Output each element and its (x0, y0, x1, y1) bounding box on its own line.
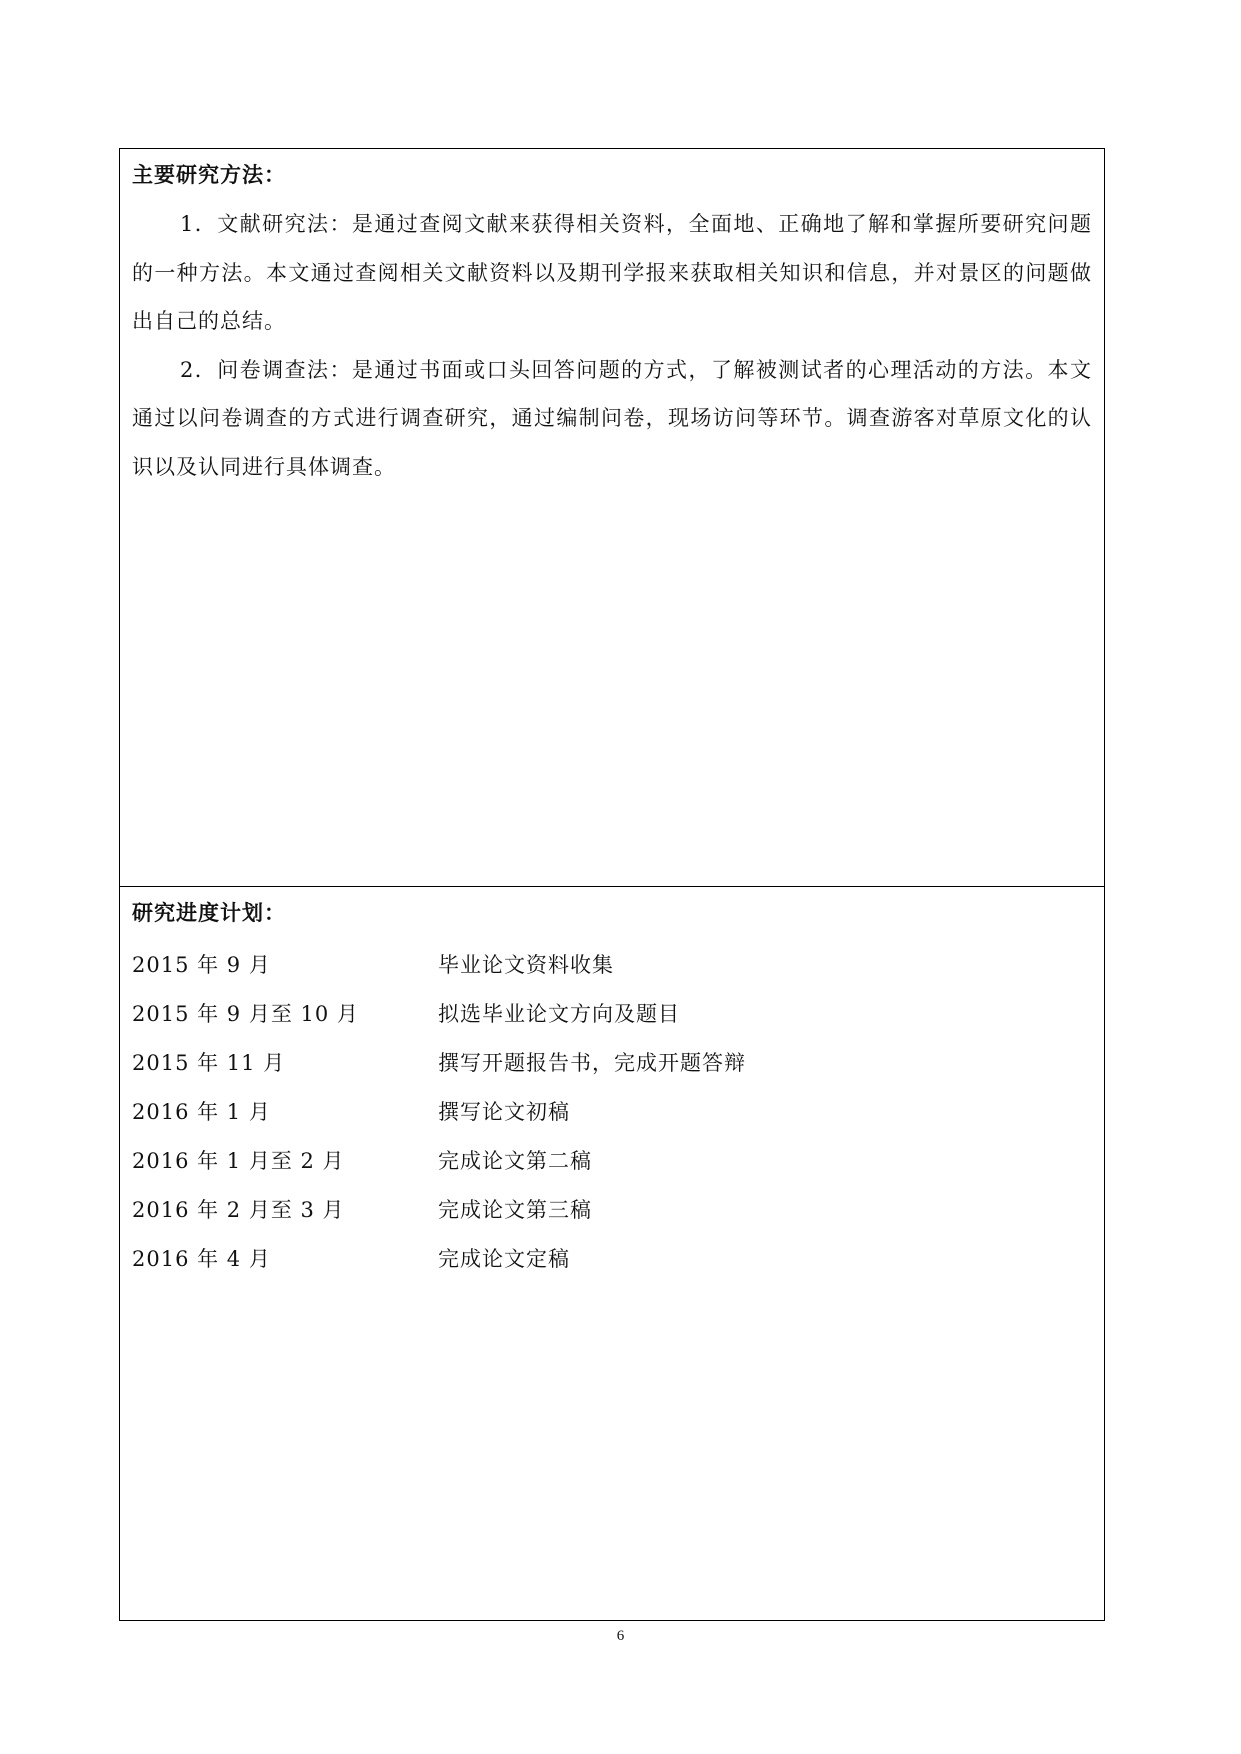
plan-date: 2016 年 2 月至 3 月 (132, 1197, 345, 1222)
plan-row (132, 1184, 1092, 1233)
plan-row (132, 1233, 1092, 1282)
plan-task: 毕业论文资料收集 (438, 952, 614, 977)
page-number: 6 (616, 1628, 625, 1644)
plan-date: 2015 年 9 月 (132, 952, 271, 977)
plan-task: 完成论文定稿 (438, 1246, 570, 1271)
plan-list (132, 939, 1092, 1282)
research-methods-body (132, 200, 1092, 491)
method-paragraph: 2．问卷调查法：是通过书面或口头回答问题的方式，了解被测试者的心理活动的方法。本文通过以问卷调查的方式进行调查研究，通过编制问卷，现场访问等环节。调查游客对草原文化的认识以及认同进行具体调查。 (132, 357, 1092, 479)
research-methods-section (120, 149, 1104, 886)
plan-task: 完成论文第二稿 (438, 1148, 592, 1173)
plan-row (132, 988, 1092, 1037)
plan-date: 2016 年 1 月 (132, 1099, 271, 1124)
plan-row (132, 1086, 1092, 1135)
research-plan-section (120, 886, 1104, 1620)
plan-date: 2015 年 11 月 (132, 1050, 286, 1075)
plan-row (132, 939, 1092, 988)
plan-row (132, 1037, 1092, 1086)
plan-task: 完成论文第三稿 (438, 1197, 592, 1222)
plan-task: 撰写论文初稿 (438, 1099, 570, 1124)
document-table (119, 148, 1105, 1621)
research-methods-heading: 主要研究方法： (132, 162, 286, 187)
plan-date: 2015 年 9 月至 10 月 (132, 1001, 359, 1026)
method-paragraph: 1．文献研究法：是通过查阅文献来获得相关资料，全面地、正确地了解和掌握所要研究问题的一种方法。本文通过查阅相关文献资料以及期刊学报来获取相关知识和信息，并对景区的问题做出自己的总结。 (132, 212, 1092, 333)
plan-date: 2016 年 1 月至 2 月 (132, 1148, 345, 1173)
research-plan-heading: 研究进度计划： (132, 900, 286, 925)
plan-task: 撰写开题报告书，完成开题答辩 (438, 1050, 746, 1075)
plan-row (132, 1135, 1092, 1184)
plan-task: 拟选毕业论文方向及题目 (438, 1001, 680, 1026)
plan-date: 2016 年 4 月 (132, 1246, 271, 1271)
